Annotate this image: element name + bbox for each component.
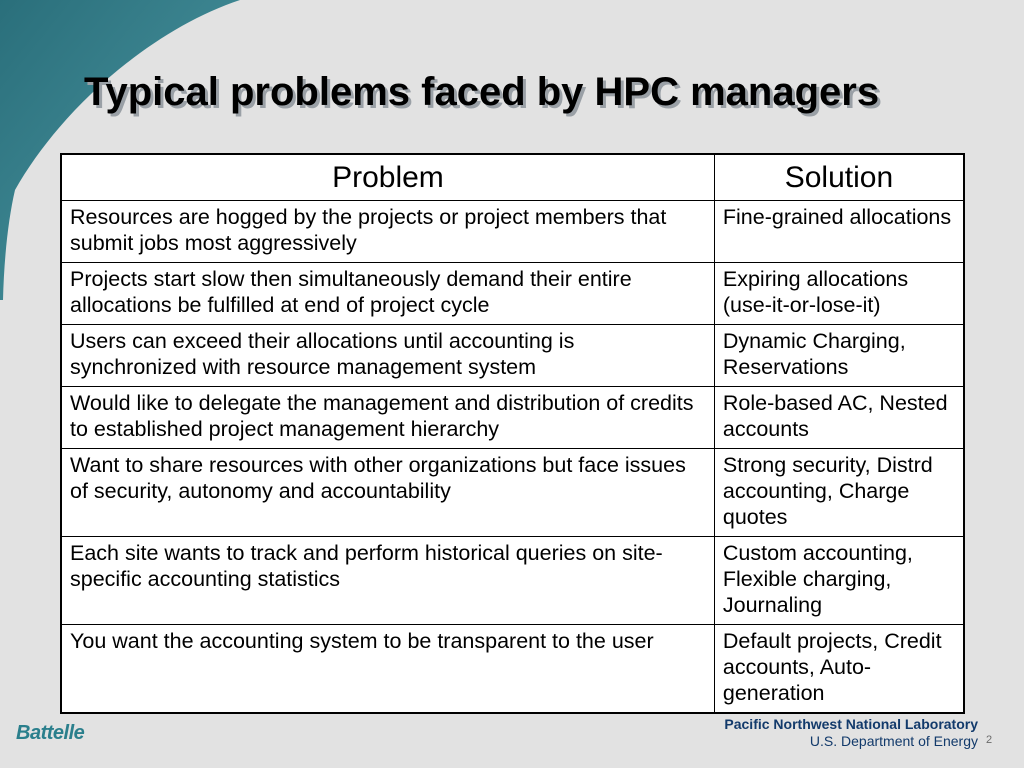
problem-cell: Each site wants to track and perform historical queries on site-specific accounting statistics xyxy=(61,537,714,625)
problem-cell: Would like to delegate the management and distribution of credits to established project management hierarchy xyxy=(61,387,714,449)
solution-column-header: Solution xyxy=(714,154,964,201)
problem-cell: Resources are hogged by the projects or project members that submit jobs most aggressively xyxy=(61,201,714,263)
table-row xyxy=(61,325,964,387)
problem-cell: Want to share resources with other organizations but face issues of security, autonomy and accountability xyxy=(61,449,714,537)
table-row xyxy=(61,625,964,714)
problem-column-header: Problem xyxy=(61,154,714,201)
department-name: U.S. Department of Energy xyxy=(809,733,978,749)
solution-cell: Fine-grained allocations xyxy=(714,201,964,263)
slide-number: 2 xyxy=(986,734,993,746)
table-row xyxy=(61,449,964,537)
table-row xyxy=(61,537,964,625)
solution-cell: Strong security, Distrd accounting, Charge quotes xyxy=(714,449,964,537)
problem-cell: Users can exceed their allocations until accounting is synchronized with resource management system xyxy=(61,325,714,387)
lab-name: Pacific Northwest National Laboratory xyxy=(724,716,978,732)
table-header-row xyxy=(61,154,964,201)
problems-table xyxy=(60,153,965,714)
solution-cell: Dynamic Charging, Reservations xyxy=(714,325,964,387)
footer-brand xyxy=(724,716,978,750)
slide-title: Typical problems faced by HPC managers xyxy=(84,70,880,114)
solution-cell: Expiring allocations (use-it-or-lose-it) xyxy=(714,263,964,325)
solution-cell: Role-based AC, Nested accounts xyxy=(714,387,964,449)
table-row xyxy=(61,201,964,263)
problem-cell: You want the accounting system to be transparent to the user xyxy=(61,625,714,714)
table-row xyxy=(61,263,964,325)
battelle-logo: Battelle xyxy=(16,722,85,744)
table-row xyxy=(61,387,964,449)
solution-cell: Custom accounting, Flexible charging, Journaling xyxy=(714,537,964,625)
solution-cell: Default projects, Credit accounts, Auto-generation xyxy=(714,625,964,714)
problem-cell: Projects start slow then simultaneously demand their entire allocations be fulfilled at end of project cycle xyxy=(61,263,714,325)
